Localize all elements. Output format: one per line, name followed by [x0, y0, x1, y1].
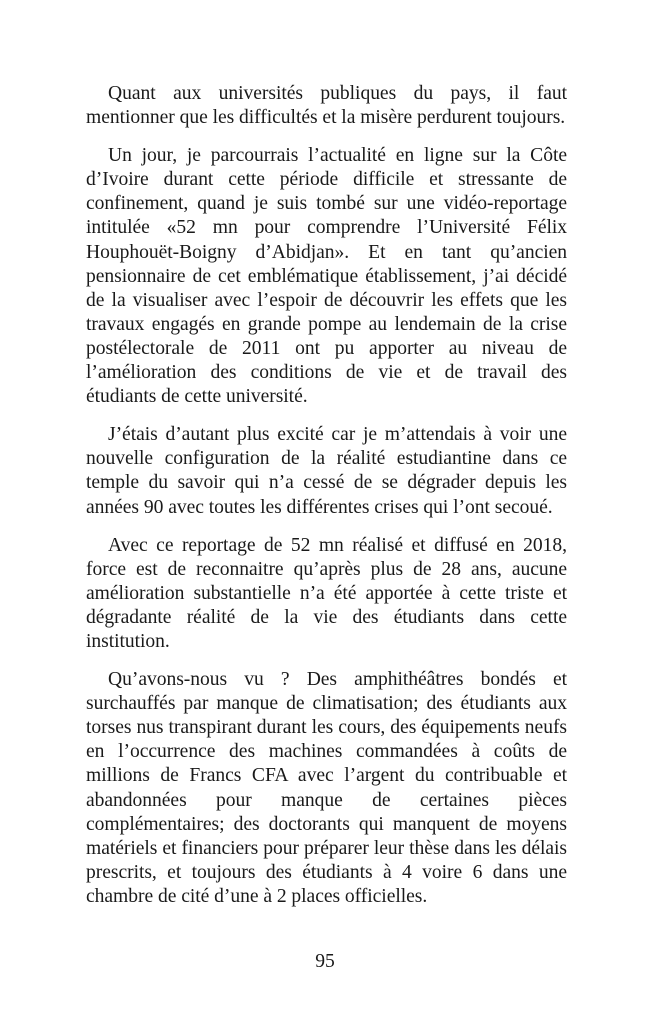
page-body — [86, 82, 567, 923]
paragraph-1: Quant aux universités publiques du pays, il faut mentionner que les difficultés et la misère perdurent toujours. — [86, 83, 567, 129]
paragraph-4: Avec ce reportage de 52 mn réalisé et diffusé en 2018, force est de reconnaitre qu’après plus de 28 ans, aucune amélioration substantielle n’a été apportée à cette triste et dégradante réalité de la vie des étudiants dans cette institution. — [86, 534, 567, 652]
page-number: 95 — [315, 951, 335, 972]
paragraph-2: Un jour, je parcourrais l’actualité en ligne sur la Côte d’Ivoire durant cette période difficile et stressante de confinement, quand je suis tombé sur une vidéo-reportage intitulée «52 mn pour comprendre l’Université Félix Houphouët-Boigny d’Abidjan». Et en tant qu’ancien pensionnaire de cet emblématique établissement, j’ai décidé de la visualiser avec l’espoir de découvrir les effets que les travaux engagés en grande pompe au lendemain de la crise postélectorale de 2011 ont pu apporter au niveau de l’amélioration des conditions de vie et de travail des étudiants de cette université. — [86, 145, 567, 408]
paragraph-3: J’étais d’autant plus excité car je m’attendais à voir une nouvelle configuration de la réalité estudiantine dans ce temple du savoir qui n’a cessé de se dégrader depuis les années 90 avec toutes les différentes crises qui l’ont secoué. — [86, 424, 567, 518]
paragraph-5: Qu’avons-nous vu ? Des amphithéâtres bondés et surchauffés par manque de climatisation; des étudiants aux torses nus transpirant durant les cours, des équipements neufs en l’occurrence des machines commandées à coûts de millions de Francs CFA avec l’argent du contribuable et abandonnées pour manque de certaines pièces complémentaires; des doctorants qui manquent de moyens matériels et financiers pour préparer leur thèse dans les délais prescrits, et toujours des étudiants à 4 voire 6 dans une chambre de cité d’une à 2 places officielles. — [86, 669, 567, 907]
